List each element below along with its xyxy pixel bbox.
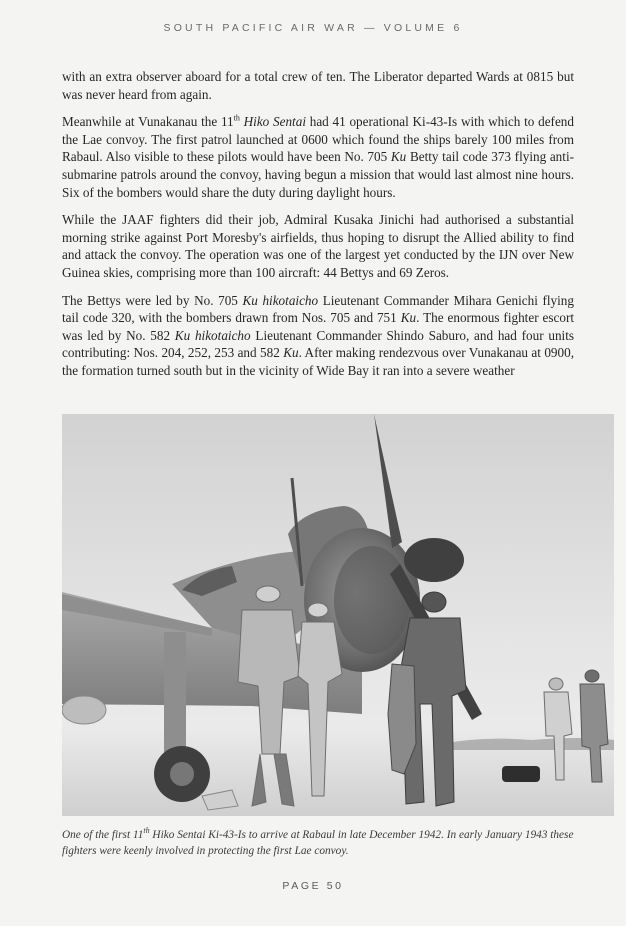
paragraph-1: with an extra observer aboard for a total crew of ten. The Liberator departed Wards at 0815 but was never heard from again. — [62, 69, 574, 102]
paragraph-2: Meanwhile at Vunakanau the 11th Hiko Sentai had 41 operational Ki-43-Is with which to defend the Lae convoy. The first patrol launched at 0600 which found the ships barely 100 miles from Rabaul. Also visible to these pilots would have been No. 705 Ku Betty tail code 373 flying anti-submarine patrols around the convoy, having begun a mission that would last almost nine hours. Six of the bombers would share the duty during daylight hours. — [62, 113, 574, 200]
paragraph-4: The Bettys were led by No. 705 Ku hikotaicho Lieutenant Commander Mihara Genichi flying tail code 320, with the bombers drawn from Nos. 705 and 751 Ku. The enormous fighter escort was led by No. 582 Ku hikotaicho Lieutenant Commander Shindo Saburo, and had four units contributing: Nos. 204, 252, 253 and 582 Ku. After making rendezvous over Vunakanau at 0900, the formation turned south but in the vicinity of Wide Bay it ran into a severe weather — [62, 292, 575, 378]
paragraph-3: While the JAAF fighters did their job, Admiral Kusaka Jinichi had authorised a substantial morning strike against Port Moresby's airfields, thus hoping to disrupt the Allied ability to find and attack the convoy. The operation was one of the largest yet conducted by the IJN over New Guinea skies, comprising more than 100 aircraft: 44 Bettys and 69 Zeros. — [62, 212, 574, 280]
running-header: SOUTH PACIFIC AIR WAR — VOLUME 6 — [163, 22, 463, 34]
page-number: PAGE 50 — [282, 880, 344, 892]
photo-ki43-ground-crew — [62, 414, 614, 816]
body-text — [62, 68, 574, 390]
photo-caption: One of the first 11th Hiko Sentai Ki-43-Is to arrive at Rabaul in late December 1942. In early January 1943 these fighters were keenly involved in protecting the first Lae convoy. — [62, 826, 574, 857]
